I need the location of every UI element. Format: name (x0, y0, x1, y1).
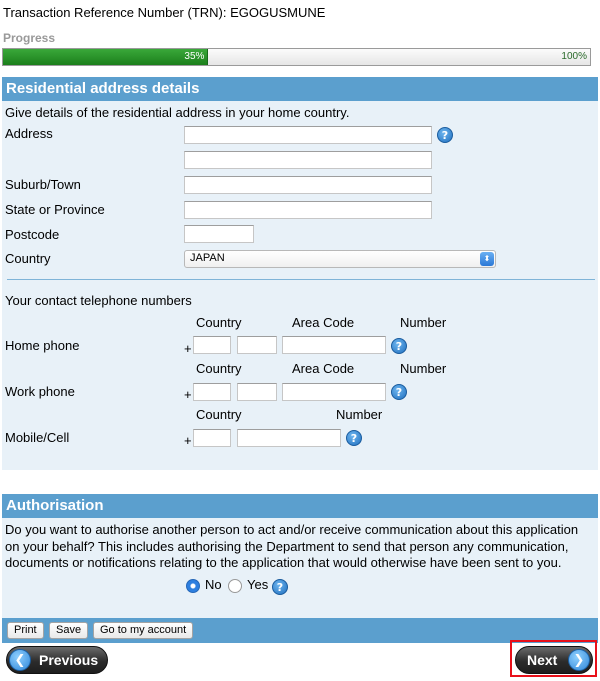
progress-percent: 35% (184, 51, 205, 62)
radio-yes[interactable] (228, 579, 242, 593)
state-input[interactable] (184, 201, 432, 219)
authorisation-question-2: on your behalf? This includes authorising the Department to send that person any communication, (5, 539, 569, 554)
work-number-input[interactable] (282, 383, 386, 401)
help-icon[interactable]: ? (391, 338, 407, 354)
state-label: State or Province (5, 202, 105, 217)
work-phone-label: Work phone (5, 384, 75, 399)
next-highlight-box (510, 640, 597, 677)
next-arrow-icon: ❯ (568, 649, 590, 671)
address-line1-input[interactable] (184, 126, 432, 144)
address-line2-input[interactable] (184, 151, 432, 169)
work-col-area: Area Code (292, 361, 355, 376)
phones-title: Your contact telephone numbers (5, 293, 192, 308)
mobile-number-input[interactable] (237, 429, 341, 447)
progress-max: 100% (561, 51, 587, 62)
work-area-input[interactable] (237, 383, 277, 401)
save-button[interactable]: Save (49, 622, 88, 639)
suburb-label: Suburb/Town (5, 177, 81, 192)
progress-fill (3, 49, 208, 65)
address-label: Address (5, 126, 53, 141)
home-col-area: Area Code (292, 315, 355, 330)
radio-yes-label: Yes (247, 577, 269, 592)
footer-bar (2, 618, 598, 643)
mobile-col-number: Number (336, 407, 383, 422)
mobile-phone-label: Mobile/Cell (5, 430, 70, 445)
country-select[interactable] (184, 250, 496, 268)
previous-label: Previous (39, 652, 99, 668)
print-button[interactable]: Print (7, 622, 44, 639)
authorisation-question-3: documents or notifications relating to the application that would otherwise have been sent to you. (5, 555, 562, 570)
home-phone-label: Home phone (5, 338, 80, 353)
residential-header: Residential address details (2, 77, 598, 101)
work-col-country: Country (196, 361, 242, 376)
radio-no[interactable] (186, 579, 200, 593)
radio-no-label: No (205, 577, 222, 592)
authorisation-question-1: Do you want to authorise another person to act and/or receive communication about this application (5, 522, 579, 537)
country-label: Country (5, 251, 51, 266)
postcode-label: Postcode (5, 227, 60, 242)
help-icon[interactable]: ? (437, 127, 453, 143)
work-plus: + (184, 387, 192, 402)
mobile-plus: + (184, 433, 192, 448)
work-country-input[interactable] (193, 383, 231, 401)
home-country-input[interactable] (193, 336, 231, 354)
trn-text: Transaction Reference Number (TRN): EGOGUSMUNE (3, 5, 326, 20)
mobile-country-input[interactable] (193, 429, 231, 447)
residential-panel (2, 77, 598, 470)
progress-label: Progress (3, 31, 56, 45)
home-area-input[interactable] (237, 336, 277, 354)
previous-button[interactable] (6, 646, 108, 674)
section-divider (7, 279, 595, 280)
home-number-input[interactable] (282, 336, 386, 354)
help-icon[interactable]: ? (391, 384, 407, 400)
mobile-col-country: Country (196, 407, 242, 422)
country-value: JAPAN (190, 252, 225, 264)
residential-instruction: Give details of the residential address in your home country. (5, 105, 350, 120)
work-col-number: Number (400, 361, 447, 376)
home-col-country: Country (196, 315, 242, 330)
authorisation-panel (2, 494, 598, 618)
next-label: Next (527, 652, 558, 668)
help-icon[interactable]: ? (346, 430, 362, 446)
previous-arrow-icon: ❮ (9, 649, 31, 671)
help-icon[interactable]: ? (272, 579, 288, 595)
home-col-number: Number (400, 315, 447, 330)
go-to-account-button[interactable]: Go to my account (93, 622, 193, 639)
authorisation-header: Authorisation (2, 494, 598, 518)
postcode-input[interactable] (184, 225, 254, 243)
home-plus: + (184, 341, 192, 356)
suburb-input[interactable] (184, 176, 432, 194)
progress-bar (2, 48, 591, 66)
select-arrow-icon: ⬍ (480, 252, 494, 266)
